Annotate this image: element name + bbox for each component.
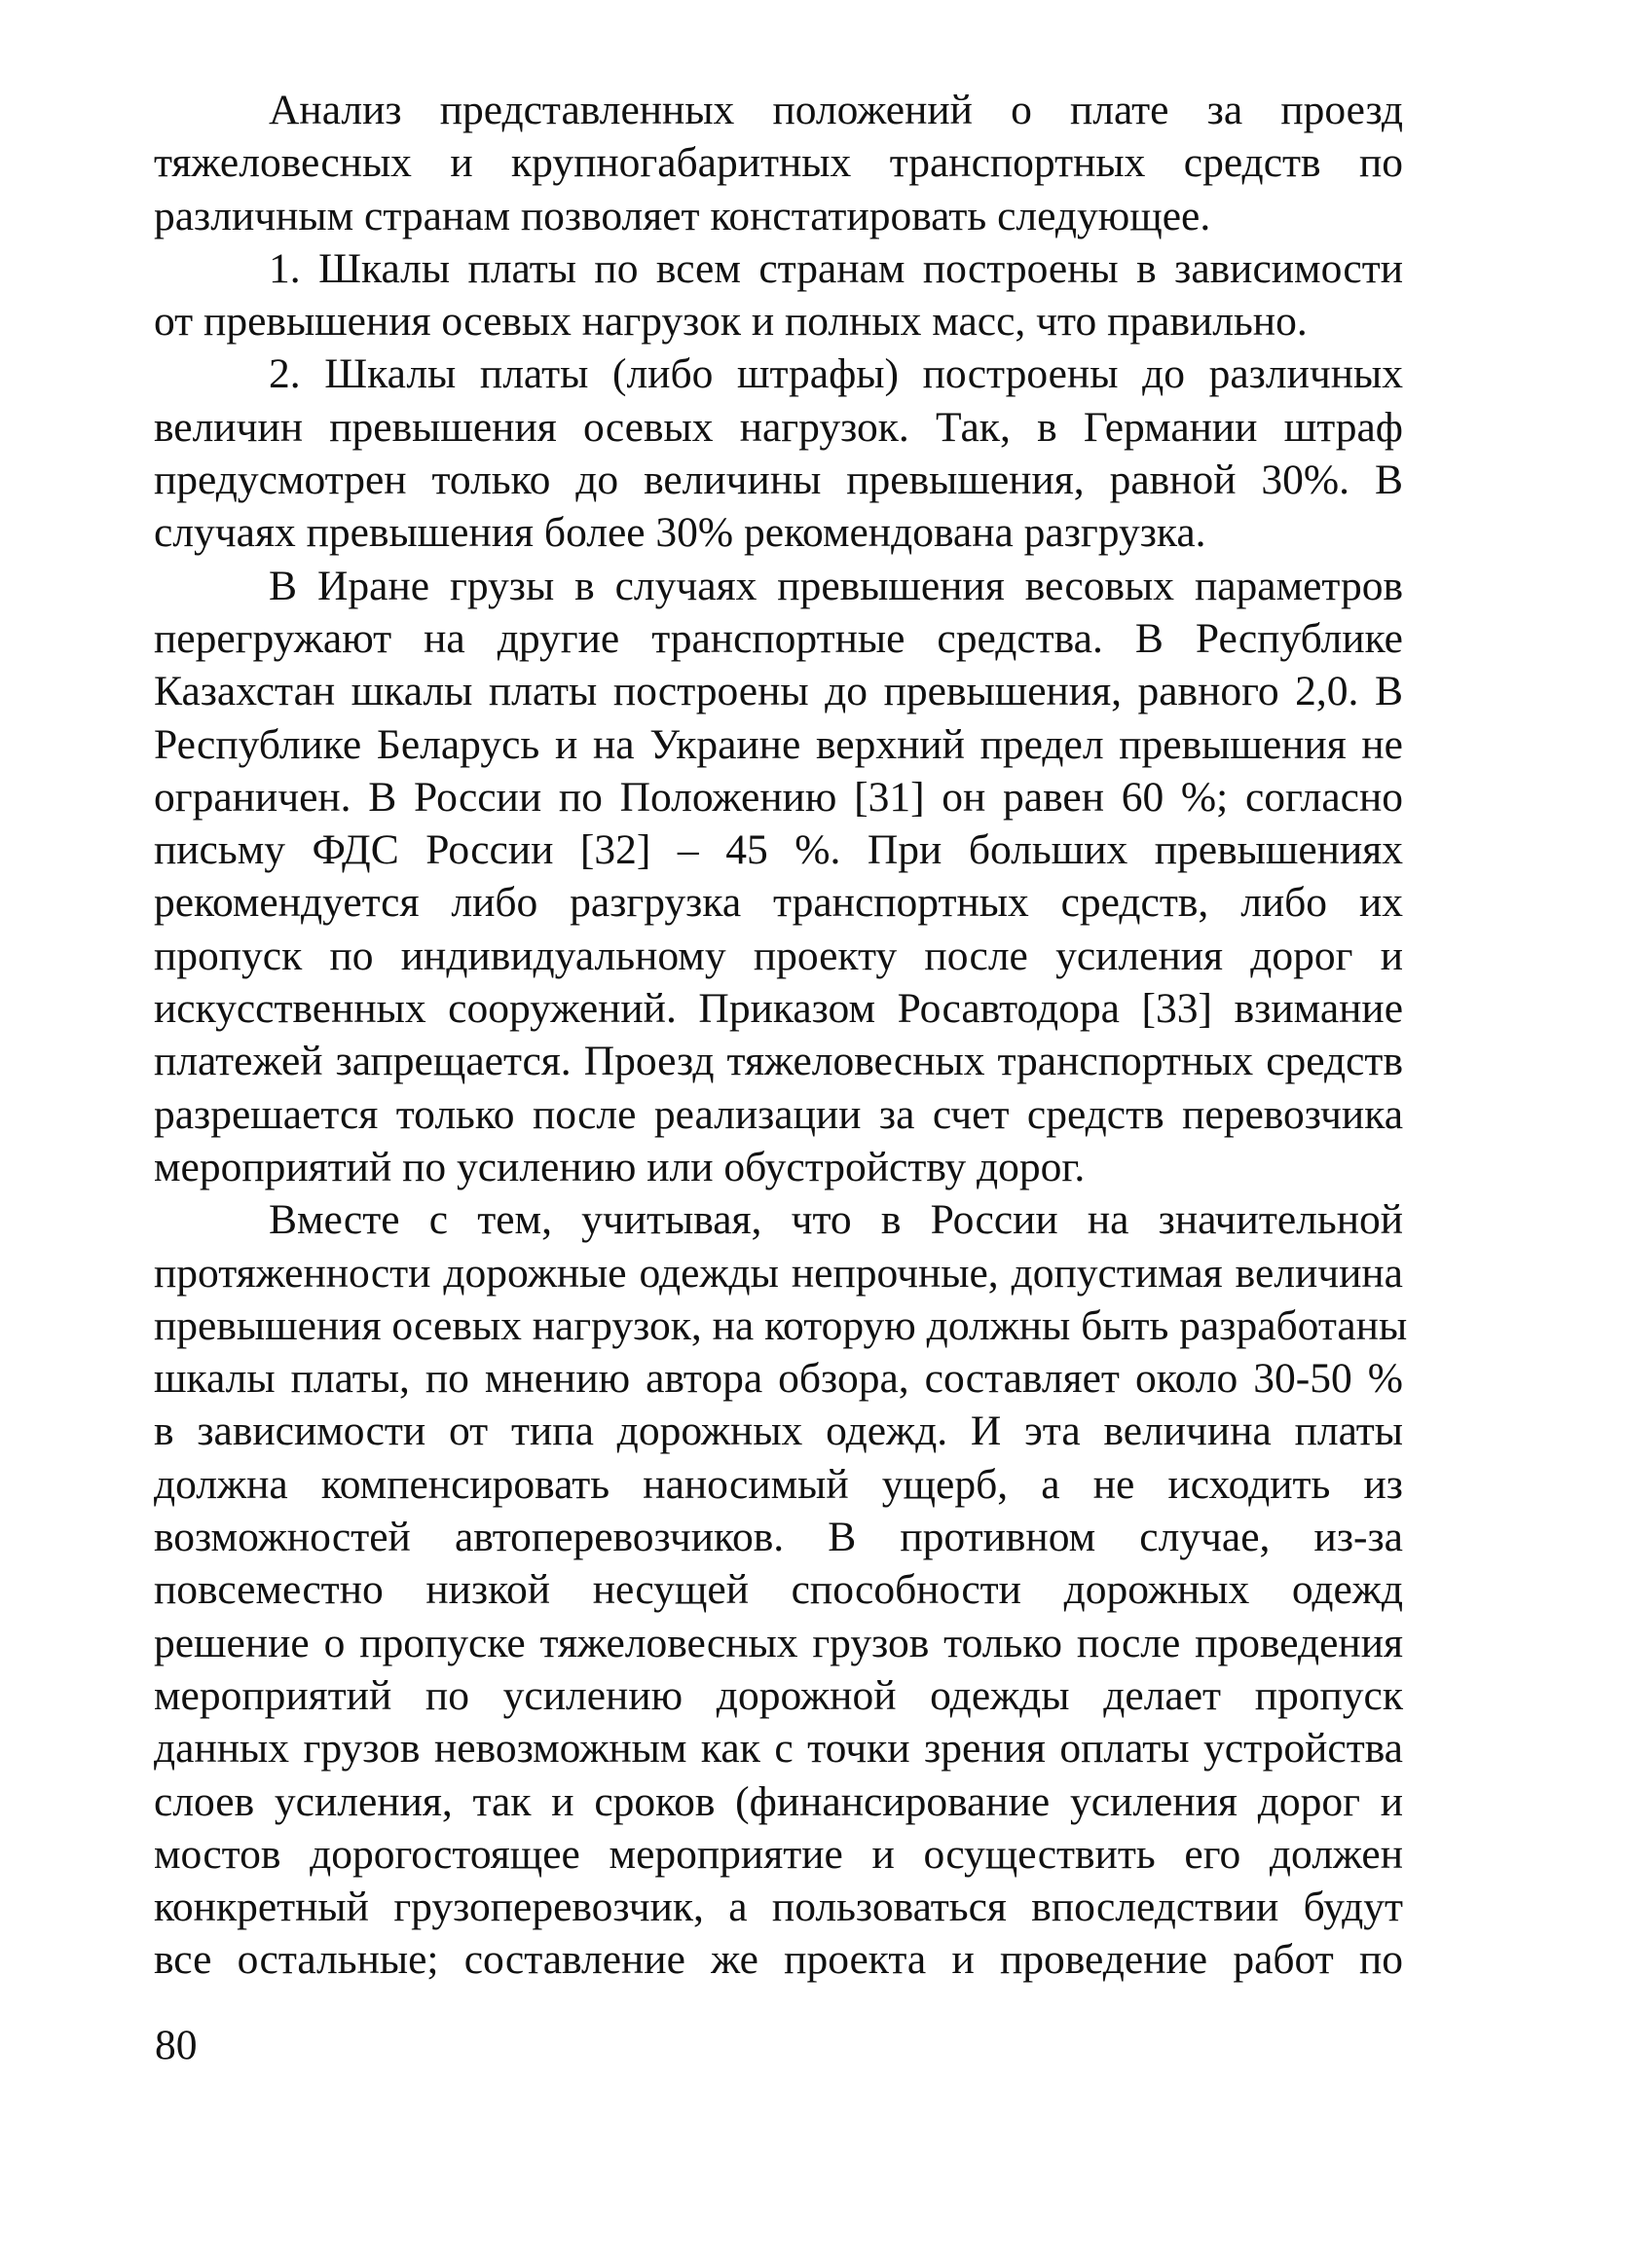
paragraph-countries xyxy=(154,560,1403,1194)
text-line: тяжеловесных и крупногабаритных транспортных средств по xyxy=(154,139,1403,187)
text-line: данных грузов невозможным как с точки зрения оплаты устройства xyxy=(154,1725,1403,1773)
text-line: В Иране грузы в случаях превышения весовых параметров xyxy=(269,562,1403,609)
text-line: протяженности дорожные одежды непрочные, допустимая величина xyxy=(154,1249,1403,1297)
text-line: различным странам позволяет констатировать следующее. xyxy=(154,192,1211,239)
text-line: ограничен. В России по Положению [31] он равен 60 %; согласно xyxy=(154,773,1403,821)
text-line: повсеместно низкой несущей способности дорожных одежд xyxy=(154,1566,1403,1614)
paragraph-point-1 xyxy=(154,242,1403,348)
text-line: Анализ представленных положений о плате за проезд xyxy=(269,87,1403,133)
text-line: Республике Беларусь и на Украине верхний предел превышения не xyxy=(154,720,1403,768)
text-line: платежей запрещается. Проезд тяжеловесных транспортных средств xyxy=(154,1038,1403,1085)
text-line: рекомендуется либо разгрузка транспортных средств, либо их xyxy=(154,879,1403,927)
text-line: возможностей автоперевозчиков. В противном случае, из-за xyxy=(154,1514,1403,1561)
paragraph-intro xyxy=(154,84,1403,242)
text-line: величин превышения осевых нагрузок. Так, в Германии штраф xyxy=(154,403,1403,451)
text-line: Вместе с тем, учитывая, что в России на значительной xyxy=(269,1196,1403,1244)
text-line: случаях превышения более 30% рекомендована разгрузка. xyxy=(154,509,1206,557)
text-line: шкалы платы, по мнению автора обзора, составляет около 30-50 % xyxy=(154,1355,1403,1403)
text-line: от превышения осевых нагрузок и полных масс, что правильно. xyxy=(154,298,1308,346)
paragraph-point-2 xyxy=(154,348,1403,559)
paragraph-conclusion xyxy=(154,1193,1408,1986)
text-line: 2. Шкалы платы (либо штрафы) построены до различных xyxy=(269,350,1403,398)
body-text xyxy=(154,84,1408,1987)
text-line: пропуск по индивидуальному проекту после усиления дорог и xyxy=(154,932,1403,979)
text-line: Казахстан шкалы платы построены до превышения, равного 2,0. В xyxy=(154,668,1403,715)
text-line: решение о пропуске тяжеловесных грузов только после проведения xyxy=(154,1619,1403,1666)
text-line: должна компенсировать наносимый ущерб, а не исходить из xyxy=(154,1460,1403,1508)
text-line: перегружают на другие транспортные средства. В Республике xyxy=(154,614,1403,662)
page-number: 80 xyxy=(155,2022,198,2068)
text-line: конкретный грузоперевозчик, а пользоваться впоследствии будут xyxy=(154,1884,1403,1931)
text-line: слоев усиления, так и сроков (финансирование усиления дорог и xyxy=(154,1777,1403,1825)
text-line: все остальные; составление же проекта и проведение работ по xyxy=(154,1936,1403,1984)
text-line: искусственных сооружений. Приказом Росавтодора [33] взимание xyxy=(154,985,1403,1033)
text-line: разрешается только после реализации за счет средств перевозчика xyxy=(154,1090,1403,1138)
text-line: 1. Шкалы платы по всем странам построены в зависимости xyxy=(269,244,1403,292)
text-line: мероприятий по усилению или обустройству дорог. xyxy=(154,1143,1086,1190)
text-line: превышения осевых нагрузок, на которую должны быть разработаны xyxy=(154,1301,1408,1349)
text-line: письму ФДС России [32] – 45 %. При больших превышениях xyxy=(154,826,1403,874)
text-line: мероприятий по усилению дорожной одежды делает пропуск xyxy=(154,1671,1403,1719)
text-line: мостов дорогостоящее мероприятие и осуществить его должен xyxy=(154,1830,1403,1878)
text-line: предусмотрен только до величины превышения, равной 30%. В xyxy=(154,457,1403,504)
text-line: в зависимости от типа дорожных одежд. И эта величина платы xyxy=(154,1408,1403,1455)
